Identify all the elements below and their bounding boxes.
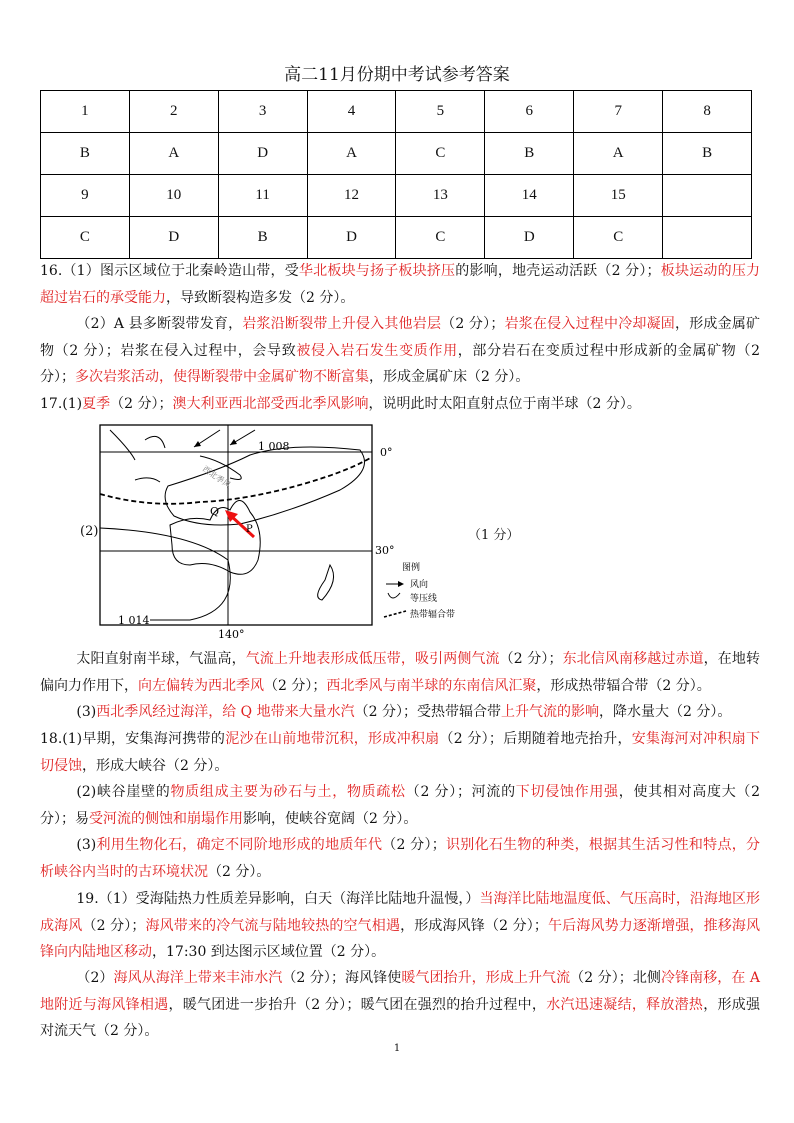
table-cell: A <box>574 133 663 175</box>
table-cell: B <box>663 133 752 175</box>
table-cell: 11 <box>218 175 307 217</box>
table-cell: D <box>485 217 574 259</box>
monsoon-label: 西北季风 <box>200 464 233 490</box>
answer-text: ，形成大峡谷（2 分）。 <box>82 757 229 774</box>
key-point-text: 被侵入岩石发生变质作用 <box>296 342 458 359</box>
key-point-text: 识别化石生物的种类，根据其生活习性和特点，分析峡谷内当时的古环境状况 <box>40 837 761 880</box>
table-cell: 12 <box>307 175 396 217</box>
australia-monsoon-map <box>90 420 420 645</box>
table-cell: A <box>307 133 396 175</box>
key-point-text: 岩浆在侵入过程中冷却凝固 <box>504 316 676 332</box>
page-title: 高二11月份期中考试参考答案 <box>284 65 510 85</box>
answer-text: 19.（1）受海陆热力性质差异影响，白天（海洋比陆地升温慢，） <box>76 891 480 907</box>
wind-direction-icon <box>398 581 404 587</box>
table-cell: 7 <box>574 91 663 133</box>
answer-text: ，形成海风锋（2 分）； <box>400 917 548 934</box>
answer-text: 17.(1) <box>40 396 83 412</box>
isobar-1008 <box>165 447 364 525</box>
key-point-text: 午后海风势力逐渐增强，推移海风锋向内陆地区移动 <box>40 917 761 960</box>
answer-text: 16.（1）图示区域位于北秦岭造山带，受 <box>40 263 299 279</box>
answer-text: ，使其相对高度大（2 分）；易 <box>40 784 761 827</box>
isobar-1008-label: 1 008 <box>258 440 290 453</box>
table-row <box>41 175 752 217</box>
key-point-text: 下切侵蚀作用强 <box>515 784 619 800</box>
answer-text: （2 分）；河流的 <box>405 784 516 800</box>
table-cell: C <box>574 217 663 259</box>
table-cell: 5 <box>396 91 485 133</box>
table-cell: D <box>307 217 396 259</box>
answer-q17-2 <box>40 646 760 699</box>
answer-text: ，在地转偏向力作用下， <box>40 651 760 694</box>
isobar-icon <box>388 593 400 598</box>
key-point-text: 海风带来的冷气流与陆地较热的空气相遇 <box>145 917 401 934</box>
table-cell: D <box>218 133 307 175</box>
legend-title: 图例 <box>402 563 420 573</box>
key-point-text: 向左偏转为西北季风 <box>138 677 264 694</box>
map-frame <box>100 425 372 625</box>
table-row <box>41 91 752 133</box>
key-point-text: 岩浆沿断裂带上升侵入其他岩层 <box>242 316 442 332</box>
answer-q19-2 <box>40 965 760 1045</box>
legend-wind: 风向 <box>410 580 429 590</box>
answer-text: ，暖气团进一步抬升（2 分）；暖气团在强烈的抬升过程中， <box>168 996 547 1013</box>
table-cell: 1 <box>41 91 130 133</box>
answer-table <box>40 90 752 259</box>
legend-isobar: 等压线 <box>410 594 438 604</box>
key-point-text: 上升气流的影响 <box>500 704 599 720</box>
answer-text: （2）A 县多断裂带发育， <box>76 316 243 332</box>
answer-text: ，导致断裂构造多发（2 分）。 <box>166 289 355 306</box>
answer-q17-3 <box>40 699 760 726</box>
answer-text: （2 分）；后期随着地壳抬升， <box>439 731 632 747</box>
key-point-text: 当海洋比陆地温度低、气压高时，沿海地区形成海风 <box>40 891 761 934</box>
answer-q18-1 <box>40 726 760 779</box>
answer-text: （2 分）。 <box>208 863 271 880</box>
answer-text: 的影响，地壳运动活跃（2 分）； <box>455 263 661 279</box>
lat-30-label: 30° <box>375 544 395 557</box>
table-cell: B <box>485 133 574 175</box>
answer-text: ，形成强对流天气（2 分）。 <box>40 996 761 1039</box>
table-cell: 14 <box>485 175 574 217</box>
key-point-text: 水汽迅速凝结，释放潜热 <box>546 996 704 1013</box>
answer-q16-2 <box>40 311 760 391</box>
key-point-text: 板块运动的压力超过岩石的承受能力 <box>40 263 761 306</box>
table-cell: 6 <box>485 91 574 133</box>
answer-q18-2 <box>40 779 760 832</box>
key-point-text: 多次岩浆活动，使得断裂带中金属矿物不断富集 <box>75 369 369 385</box>
new-zealand-outline <box>318 565 334 600</box>
table-row <box>41 217 752 259</box>
page-number: 1 <box>393 1043 401 1054</box>
table-cell: 13 <box>396 175 485 217</box>
table-cell: B <box>41 133 130 175</box>
point-p-label: P <box>246 524 253 535</box>
answer-text: 影响，使峡谷宽阔（2 分）。 <box>243 810 418 827</box>
answer-text: ，形成金属矿物（2 分）；岩浆在侵入过程中，会导致 <box>40 316 761 359</box>
key-point-text: 西北季风与南半球的东南信风汇聚 <box>326 677 537 694</box>
table-cell: B <box>218 217 307 259</box>
itcz-line <box>100 457 372 504</box>
answer-text: （2 分）； <box>499 651 563 667</box>
key-point-text: 冷锋南移，在 A 地附近与海风锋相遇 <box>40 970 761 1013</box>
table-cell <box>663 175 752 217</box>
table-cell: 10 <box>129 175 218 217</box>
answer-text: (2)峡谷崖壁的 <box>76 784 171 800</box>
table-cell: 3 <box>218 91 307 133</box>
map-score-label: （1 分） <box>468 528 520 543</box>
key-point-text: 华北板块与扬子板块挤压 <box>298 263 456 279</box>
isobar-1014 <box>100 528 230 620</box>
key-point-text: 暖气团抬升，形成上升气流 <box>401 970 571 986</box>
legend-itcz: 热带辐合带 <box>410 610 456 620</box>
table-cell: C <box>396 217 485 259</box>
answer-text: （2 分）； <box>82 917 146 934</box>
answer-text: （2 分）；北侧 <box>570 970 661 986</box>
answer-text: （2 分）； <box>382 837 446 853</box>
isobar-1014-label: 1 014 <box>118 614 150 627</box>
table-cell: 8 <box>663 91 752 133</box>
answer-text: ，说明此时太阳直射点位于南半球（2 分）。 <box>368 396 641 412</box>
answer-text: ，17:30 到达图示区域位置（2 分）。 <box>152 944 386 960</box>
answer-text: （2 分）； <box>264 677 327 694</box>
answer-text: （2 分）；海风锋使 <box>282 970 402 986</box>
answer-text: 太阳直射南半球，气温高， <box>76 651 246 667</box>
answer-q17-1 <box>40 391 760 418</box>
table-row <box>41 133 752 175</box>
map-legend <box>380 575 480 625</box>
table-cell: A <box>129 133 218 175</box>
key-point-text: 物质组成主要为砂石与土，物质疏松 <box>170 784 406 800</box>
answer-text: （2） <box>76 970 114 986</box>
key-point-text: 西北季风经过海洋，给 Q 地带来大量水汽 <box>96 704 355 720</box>
key-point-text: 气流上升地表形成低压带，吸引两侧气流 <box>245 651 500 667</box>
map-part-label: (2) <box>80 524 99 539</box>
answer-text: ，部分岩石在变质过程中形成新的金属矿物（2 分）； <box>40 342 761 385</box>
lon-140-label: 140° <box>218 628 245 641</box>
point-q-label: Q <box>210 505 220 518</box>
answer-q19-1 <box>40 886 760 966</box>
table-cell: 9 <box>41 175 130 217</box>
answer-text: 18.(1)早期，安集海河携带的 <box>40 731 226 747</box>
table-cell: 4 <box>307 91 396 133</box>
lat-0-label: 0° <box>380 446 393 459</box>
key-point-text: 利用生物化石，确定不同阶地形成的地质年代 <box>96 837 383 853</box>
itcz-icon <box>384 611 406 617</box>
answer-text: ，形成热带辐合带（2 分）。 <box>536 677 711 694</box>
table-cell: C <box>396 133 485 175</box>
table-cell: 2 <box>129 91 218 133</box>
key-point-text: 海风从海洋上带来丰沛水汽 <box>113 970 283 986</box>
answer-text: ，降水量大（2 分）。 <box>598 704 732 720</box>
key-point-text: 夏季 <box>82 396 111 412</box>
answer-text: （2 分）； <box>441 316 505 332</box>
key-point-text: 澳大利亚西北部受西北季风影响 <box>172 396 369 412</box>
key-point-text: 安集海河对冲积扇下切侵蚀 <box>40 731 761 774</box>
table-cell: C <box>41 217 130 259</box>
answer-text: (3) <box>76 704 97 720</box>
key-point-text: 受河流的侧蚀和崩塌作用 <box>89 810 243 827</box>
key-point-text: 泥沙在山前地带沉积，形成冲积扇 <box>225 731 440 747</box>
table-cell: 15 <box>574 175 663 217</box>
answer-text: (3) <box>76 837 97 853</box>
table-cell <box>663 217 752 259</box>
key-point-text: 东北信风南移越过赤道 <box>562 651 704 667</box>
answer-q18-3 <box>40 832 760 885</box>
answer-q16-1 <box>40 258 760 311</box>
table-cell: D <box>129 217 218 259</box>
answer-text: （2 分）；受热带辐合带 <box>354 704 501 720</box>
answer-text: （2 分）； <box>110 396 173 412</box>
answer-text: ，形成金属矿床（2 分）。 <box>369 369 530 385</box>
